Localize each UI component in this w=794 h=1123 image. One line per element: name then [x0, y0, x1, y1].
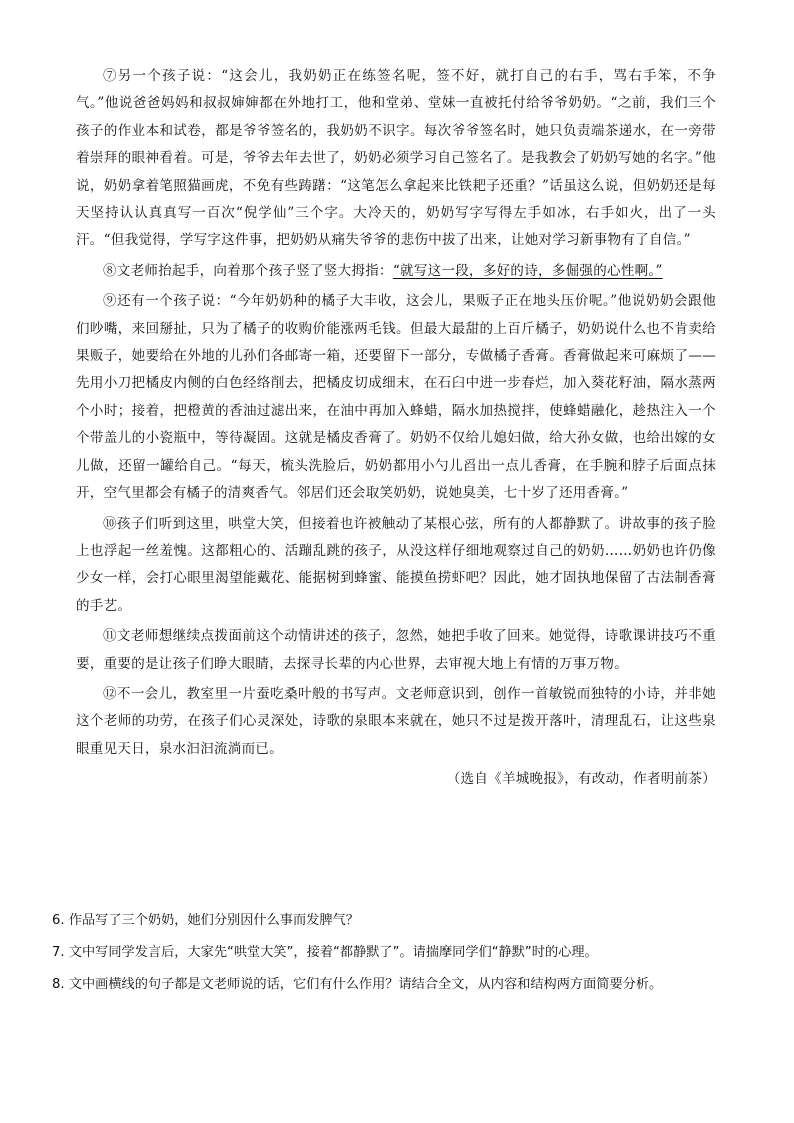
source-citation: （选自《羊城晚报》，有改动，作者明前茶）	[446, 771, 716, 788]
paragraph-8-lead: ⑧文老师抬起手，向着那个孩子竖了竖大拇指：	[103, 262, 393, 279]
underlined-sentence: “就写这一段，多好的诗，多倔强的心性啊。”	[392, 262, 663, 279]
reading-passage	[76, 63, 716, 794]
paragraph-10: ⑩孩子们听到这里，哄堂大笑，但接着也许被触动了某根心弦，所有的人都静默了。讲故事的孩子脸上也浮起一丝羞愧。这都粗心的、活蹦乱跳的孩子，从没这样仔细地观察过自己的奶奶……奶奶也许仍像少女一样，会打心眼里渴望能戴花、能据树到蜂蜜、能摸鱼捞虾吧？因此，她才固执地保留了古法制香膏的手艺。	[76, 515, 716, 614]
question-6: 6. 作品写了三个奶奶，她们分别因什么事而发脾气？	[52, 913, 359, 928]
paragraph-8	[76, 258, 716, 285]
question-8: 8. 文中画横线的句子都是文老师说的话，它们有什么作用？请结合全文，从内容和结构两方面简要分析。	[52, 977, 663, 992]
question-list	[52, 905, 742, 1001]
question-7: 7. 文中写同学发言后，大家先“哄堂大笑”，接着“都静默了”。请揣摩同学们“静默”时的心理。	[52, 945, 598, 960]
paragraph-11: ⑪文老师想继续点拨面前这个动情讲述的孩子，忽然，她把手收了回来。她觉得，诗歌课讲技巧不重要，重要的是让孩子们睁大眼睛，去探寻长辈的内心世界，去审视大地上有情的万事万物。	[76, 628, 716, 672]
paragraph-7: ⑦另一个孩子说：“这会儿，我奶奶正在练签名呢，签不好，就打自己的右手，骂右手笨，不争气。”他说爸爸妈妈和叔叔婶婶都在外地打工，他和堂弟、堂妹一直被托付给爷爷奶奶。“之前，我们三个孩子的作业本和试卷，都是爷爷签名的，我奶奶不识字。每次爷爷签名时，她只负责端茶递水，在一旁带着崇拜的眼神看着。可是，爷爷去年去世了，奶奶必须学习自己签名了。是我教会了奶奶写她的名字。”他说，奶奶拿着笔照猫画虎，不免有些踌躇：“这笔怎么拿起来比铁耙子还重？”话虽这么说，但奶奶还是每天坚持认认真真写一百次“倪学仙”三个字。大冷天的，奶奶写字写得左手如冰，右手如火，出了一头汗。“但我觉得，学写字这件事，把奶奶从痛失爷爷的悲伤中拔了出来，让她对学习新事物有了自信。”	[76, 68, 716, 249]
paragraph-12: ⑫不一会儿，教室里一片蚕吃桑叶般的书写声。文老师意识到，创作一首敏锐而独特的小诗，并非她这个老师的功劳，在孩子们心灵深处，诗歌的泉眼本来就在，她只不过是拨开落叶，清理乱石，让这些泉眼重见天日，泉水汩汩流淌而已。	[76, 685, 716, 757]
paragraph-9: ⑨还有一个孩子说：“今年奶奶种的橘子大丰收，这会儿，果贩子正在地头压价呢。”他说奶奶会跟他们吵嘴，来回掰扯，只为了橘子的收购价能涨两毛钱。但最大最甜的上百斤橘子，奶奶说什么也不肯卖给果贩子，她要给在外地的儿孙们各邮寄一箱，还要留下一部分，专做橘子香膏。香膏做起来可麻烦了——先用小刀把橘皮内侧的白色经络削去，把橘皮切成细末，在石臼中进一步春烂，加入葵花籽油，隔水蒸两个小时；接着，把橙黄的香油过滤出来，在油中再加入蜂蜡，隔水加热搅拌，使蜂蜡融化，趁热注入一个个带盖儿的小瓷瓶中，等待凝固。这就是橘皮香膏了。奶奶不仅给儿媳妇做，给大孙女做，也给出嫁的女儿做，还留一罐给自己。“每天，梳头洗脸后，奶奶都用小勺儿舀出一点儿香膏，在手腕和脖子后面点抹开，空气里都会有橘子的清爽香气。邻居们还会取笑奶奶，说她臭美，七十岁了还用香膏。”	[76, 293, 716, 502]
